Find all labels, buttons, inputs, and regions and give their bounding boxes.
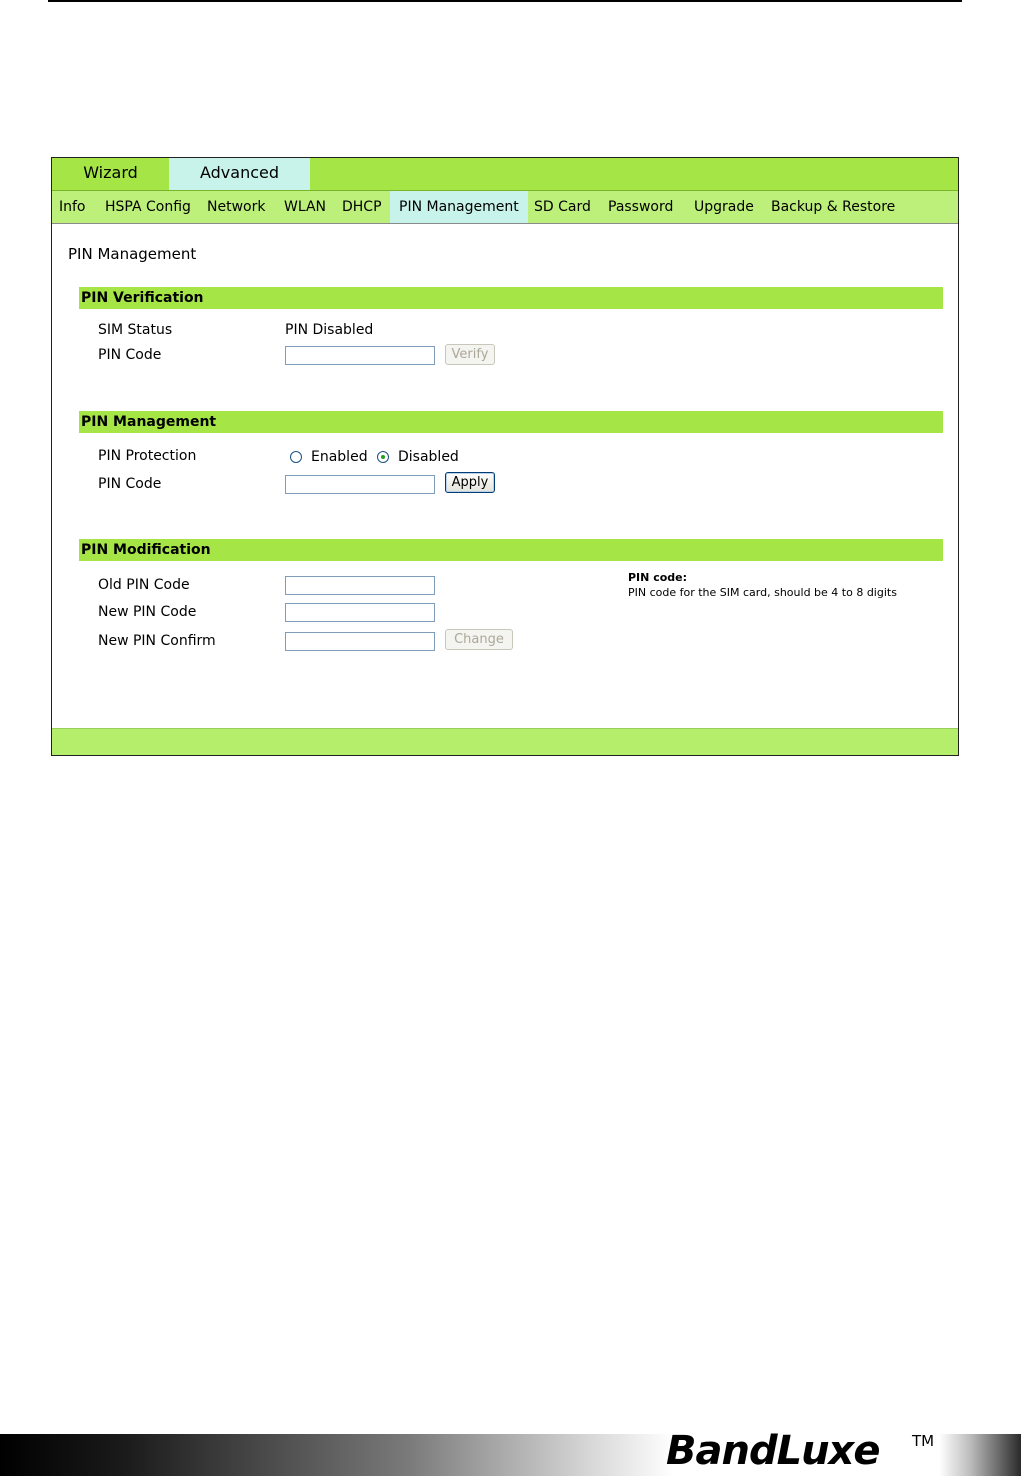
subtab-pin-management[interactable]: PIN Management xyxy=(390,191,528,223)
new-pin-input[interactable] xyxy=(285,603,435,622)
tab-wizard[interactable]: Wizard xyxy=(83,163,138,182)
tab-advanced[interactable]: Advanced xyxy=(169,158,310,190)
subtab-upgrade[interactable]: Upgrade xyxy=(694,199,754,215)
brand-trademark: TM xyxy=(912,1432,935,1450)
management-pin-code-input[interactable] xyxy=(285,475,435,494)
subtab-sd-card[interactable]: SD Card xyxy=(534,199,591,215)
panel-footer-bar xyxy=(52,728,958,755)
router-admin-panel xyxy=(51,157,959,756)
old-pin-label: Old PIN Code xyxy=(98,577,190,593)
sub-tab-bar xyxy=(52,191,958,224)
page-top-rule xyxy=(48,0,962,2)
verify-pin-code-label: PIN Code xyxy=(98,347,162,363)
help-title: PIN code: xyxy=(628,571,688,584)
subtab-dhcp[interactable]: DHCP xyxy=(342,199,382,215)
page-title: PIN Management xyxy=(68,245,197,263)
subtab-password[interactable]: Password xyxy=(608,199,674,215)
radio-enabled[interactable] xyxy=(290,451,302,463)
radio-disabled[interactable] xyxy=(377,451,389,463)
radio-disabled-label: Disabled xyxy=(398,449,459,465)
help-text: PIN code for the SIM card, should be 4 to 8 digits xyxy=(628,586,897,599)
apply-button[interactable]: Apply xyxy=(445,472,495,493)
change-button[interactable]: Change xyxy=(445,629,513,650)
confirm-pin-label: New PIN Confirm xyxy=(98,633,216,649)
verify-button[interactable]: Verify xyxy=(445,344,495,365)
subtab-hspa-config[interactable]: HSPA Config xyxy=(105,199,191,215)
subtab-wlan[interactable]: WLAN xyxy=(284,199,327,215)
radio-enabled-label: Enabled xyxy=(311,449,368,465)
subtab-network[interactable]: Network xyxy=(207,199,266,215)
pin-protection-label: PIN Protection xyxy=(98,448,197,464)
confirm-pin-input[interactable] xyxy=(285,632,435,651)
sim-status-label: SIM Status xyxy=(98,322,173,338)
section-pin-management: PIN Management xyxy=(79,411,943,433)
management-pin-code-label: PIN Code xyxy=(98,476,162,492)
brand-logo: BandLuxe xyxy=(666,1428,880,1474)
subtab-backup-restore[interactable]: Backup & Restore xyxy=(771,199,896,215)
section-pin-modification: PIN Modification xyxy=(79,539,943,561)
verify-pin-code-input[interactable] xyxy=(285,346,435,365)
old-pin-input[interactable] xyxy=(285,576,435,595)
subtab-info[interactable]: Info xyxy=(59,199,86,215)
new-pin-label: New PIN Code xyxy=(98,604,197,620)
sim-status-value: PIN Disabled xyxy=(285,322,374,338)
top-tab-bar xyxy=(52,158,958,191)
section-pin-verification: PIN Verification xyxy=(79,287,943,309)
